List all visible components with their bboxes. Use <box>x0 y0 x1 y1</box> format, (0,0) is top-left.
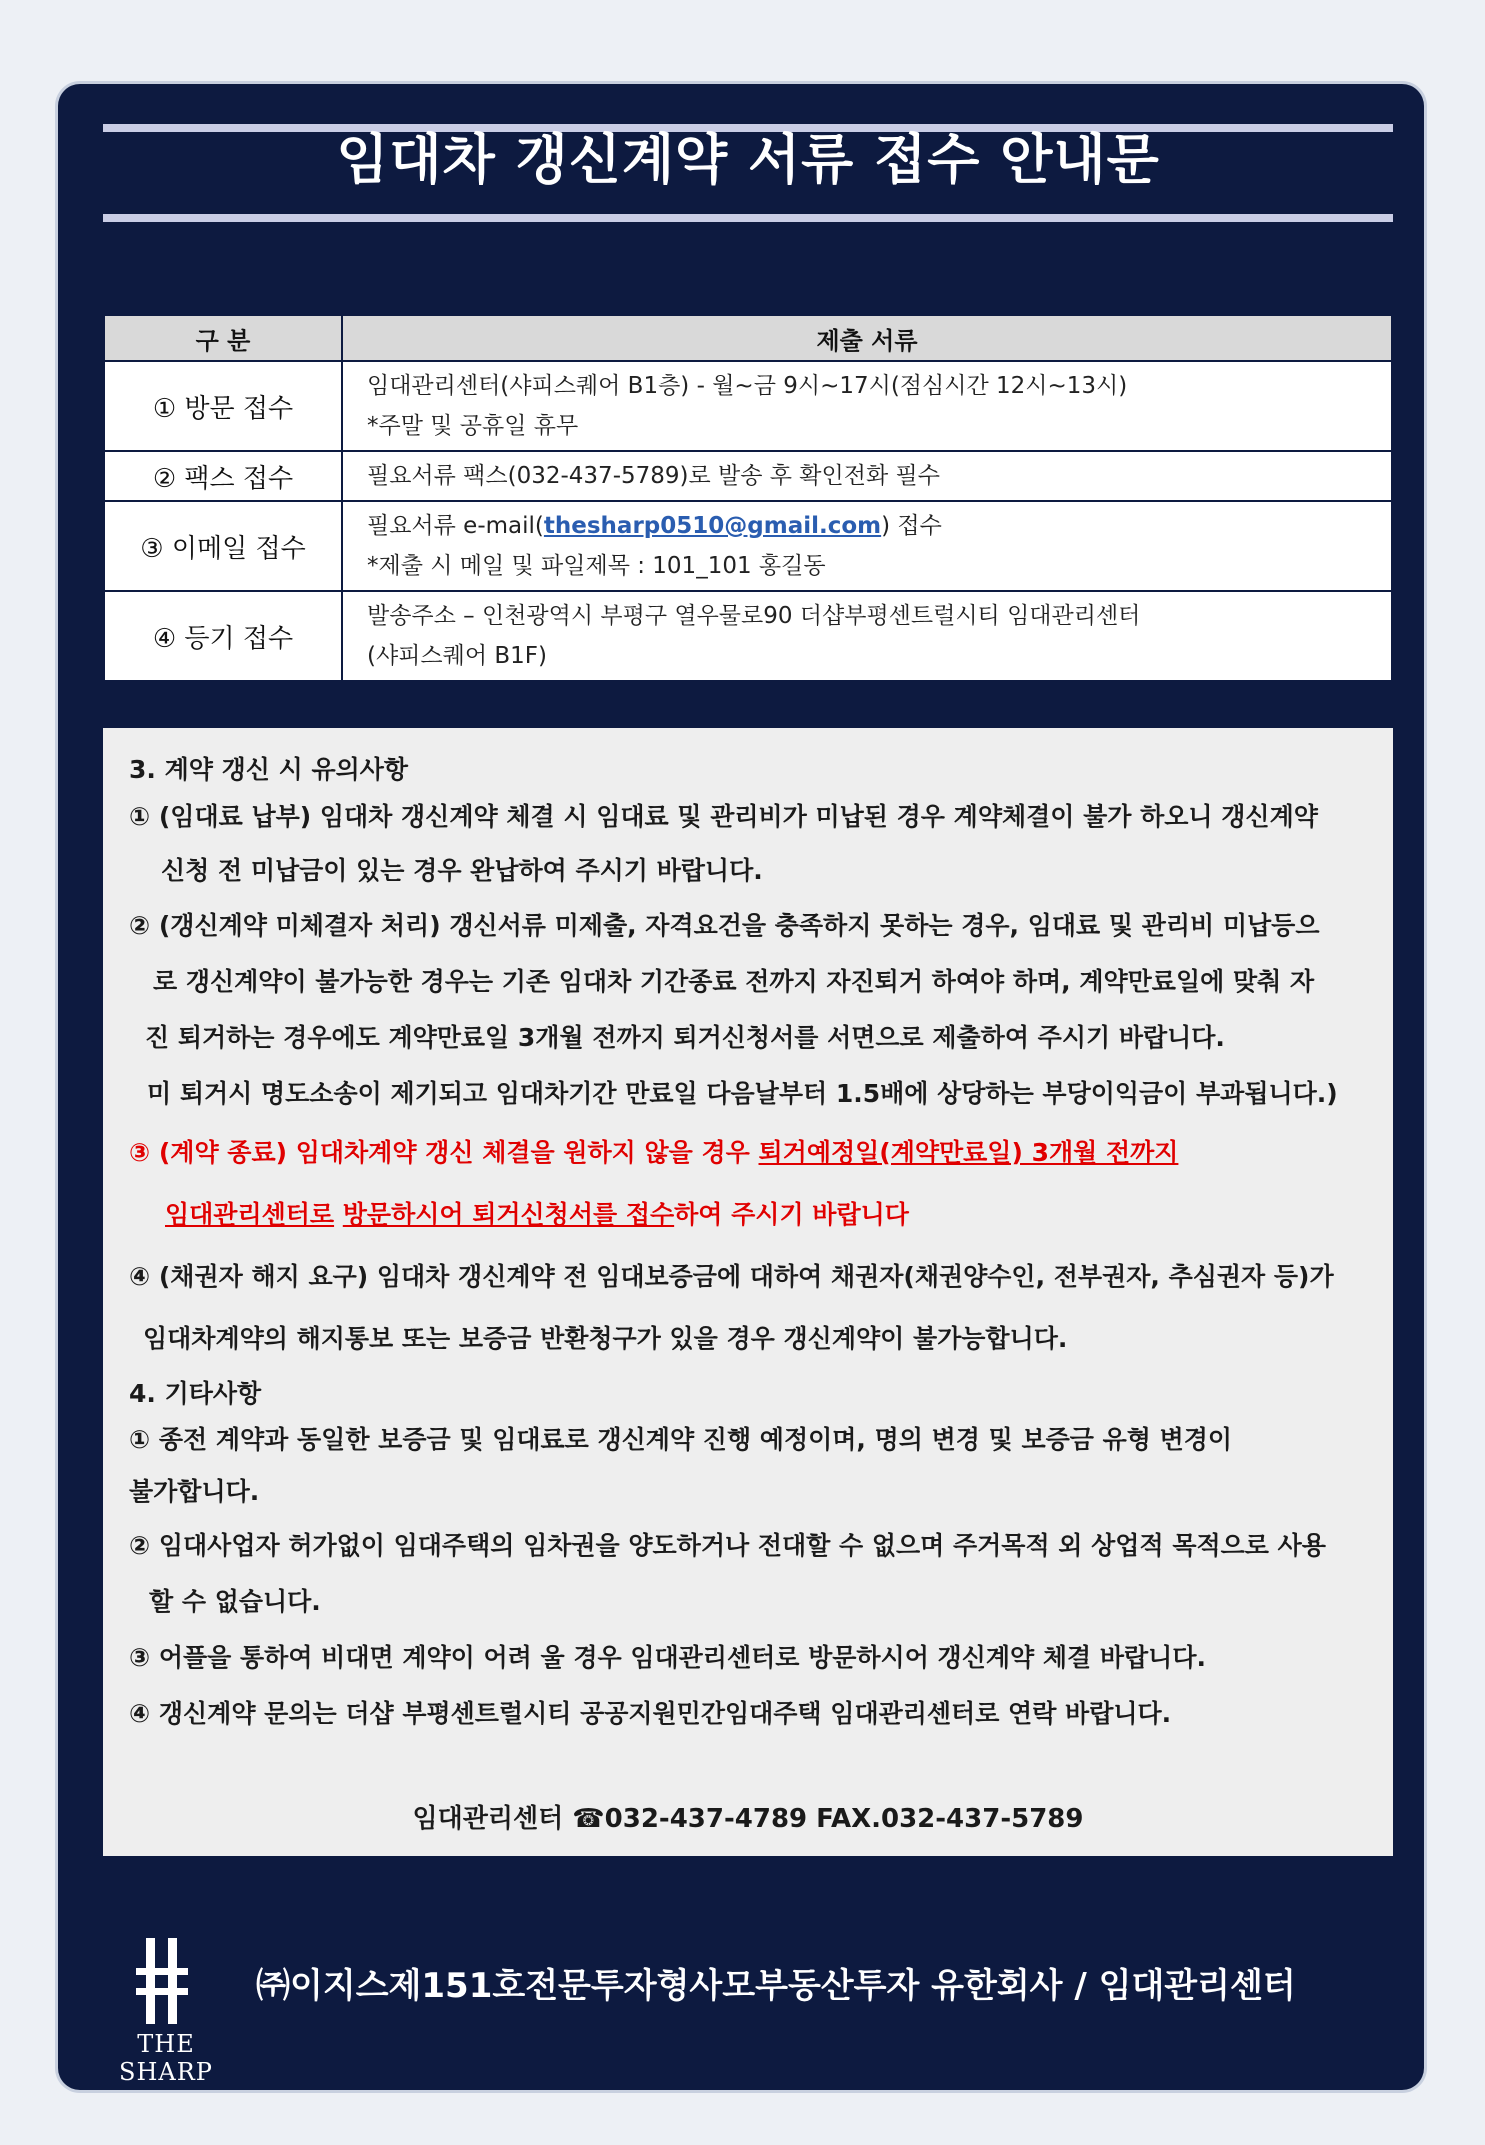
row-line: 발송주소 – 인천광역시 부평구 열우물로90 더샵부평센트럴시티 임대관리센터 <box>367 603 1141 629</box>
row-category: ② 팩스 접수 <box>104 451 342 501</box>
section-4-title: 4. 기타사항 <box>129 1379 262 1408</box>
row-category: ④ 등기 접수 <box>104 591 342 681</box>
email-link[interactable]: thesharp0510@gmail.com <box>543 513 882 539</box>
row-category: ① 방문 접수 <box>104 361 342 451</box>
row-documents <box>342 361 1392 451</box>
submission-table <box>103 314 1393 682</box>
the-sharp-logo <box>96 1934 236 2086</box>
table-row <box>104 451 1392 501</box>
row-line: 필요서류 e-mail(thesharp0510@gmail.com) 접수 <box>367 513 942 539</box>
table-row <box>104 591 1392 681</box>
etc-item-4: ④ 갱신계약 문의는 더샵 부평센트럴시티 공공지원민간임대주택 임대관리센터로 연락 바랍니다. <box>129 1699 1172 1728</box>
row-documents <box>342 451 1392 501</box>
company-name: ㈜이지스제151호전문투자형사모부동산투자 유한회사 / 임대관리센터 <box>256 1966 1296 2006</box>
row-line: 필요서류 팩스(032-437-5789)로 발송 후 확인전화 필수 <box>367 463 940 489</box>
table-row <box>104 501 1392 591</box>
etc-item-2: ② 임대사업자 허가없이 임대주택의 임차권을 양도하거나 전대할 수 없으며 주거목적 외 상업적 목적으로 사용 할 수 없습니다. <box>129 1531 1326 1616</box>
notice-item-1: ① (임대료 납부) 임대차 갱신계약 체결 시 임대료 및 관리비가 미납된 경우 계약체결이 불가 하오니 갱신계약 신청 전 미납금이 있는 경우 완납하여 주시기 바랍니다. <box>129 802 1318 885</box>
etc-item-1: ① 종전 계약과 동일한 보증금 및 임대료로 갱신계약 진행 예정이며, 명의 변경 및 보증금 유형 변경이 불가합니다. <box>129 1425 1233 1506</box>
row-line: 임대관리센터(샤피스퀘어 B1층) - 월~금 9시~17시(점심시간 12시~13시) <box>367 373 1128 399</box>
sharp-mark-icon <box>96 1934 236 2030</box>
row-line: *주말 및 공휴일 휴무 <box>367 413 579 439</box>
section-3-title: 3. 계약 갱신 시 유의사항 <box>129 755 409 784</box>
etc-item-3: ③ 어플을 통하여 비대면 계약이 어려 울 경우 임대관리센터로 방문하시어 갱신계약 체결 바랍니다. <box>129 1643 1206 1672</box>
row-category: ③ 이메일 접수 <box>104 501 342 591</box>
logo-caption: THE SHARP <box>119 2030 213 2086</box>
table-row <box>104 361 1392 451</box>
contact-info: 임대관리센터 ☎032-437-4789 FAX.032-437-5789 <box>412 1804 1084 1834</box>
header-category: 구 분 <box>104 315 342 361</box>
row-line: *제출 시 메일 및 파일제목 : 101_101 홍길동 <box>367 553 826 579</box>
row-documents <box>342 591 1392 681</box>
notice-frame <box>58 84 1424 2090</box>
notice-item-2: ② (갱신계약 미체결자 처리) 갱신서류 미제출, 자격요건을 충족하지 못하는 경우, 임대료 및 관리비 미납등으 로 갱신계약이 불가능한 경우는 기존 임대차 기간종료 전까지 자진퇴거 하여야 하며, 계약만료일에 맞춰 자 진 퇴거하는 경우에도 계약만료일 3개월 전까지 퇴거신청서를 서면으로 제출하여 주시기 바랍니다. 미 퇴거시 명도소송이 제기되고 임대차기간 만료일 다음날부터 1.5배에 상당하는 부당이익금이 부과됩니다.) <box>129 911 1338 1108</box>
notice-box <box>103 728 1393 1856</box>
table-header-row <box>104 315 1392 361</box>
row-line: (샤피스퀘어 B1F) <box>367 643 547 669</box>
row-documents <box>342 501 1392 591</box>
header-documents: 제출 서류 <box>342 315 1392 361</box>
notice-item-3: ③ (계약 종료) 임대차계약 갱신 체결을 원하지 않을 경우 퇴거예정일(계약만료일) 3개월 전까지 임대관리센터로 방문하시어 퇴거신청서를 접수하여 주시기 바랍니다 <box>129 1138 1179 1229</box>
title-rule-bottom <box>103 214 1393 222</box>
page-title: 임대차 갱신계약 서류 접수 안내문 <box>336 128 1160 191</box>
notice-item-4: ④ (채권자 해지 요구) 임대차 갱신계약 전 임대보증금에 대하여 채권자(채권양수인, 전부권자, 추심권자 등)가 임대차계약의 해지통보 또는 보증금 반환청구가 있을 경우 갱신계약이 불가능합니다. <box>129 1262 1334 1353</box>
